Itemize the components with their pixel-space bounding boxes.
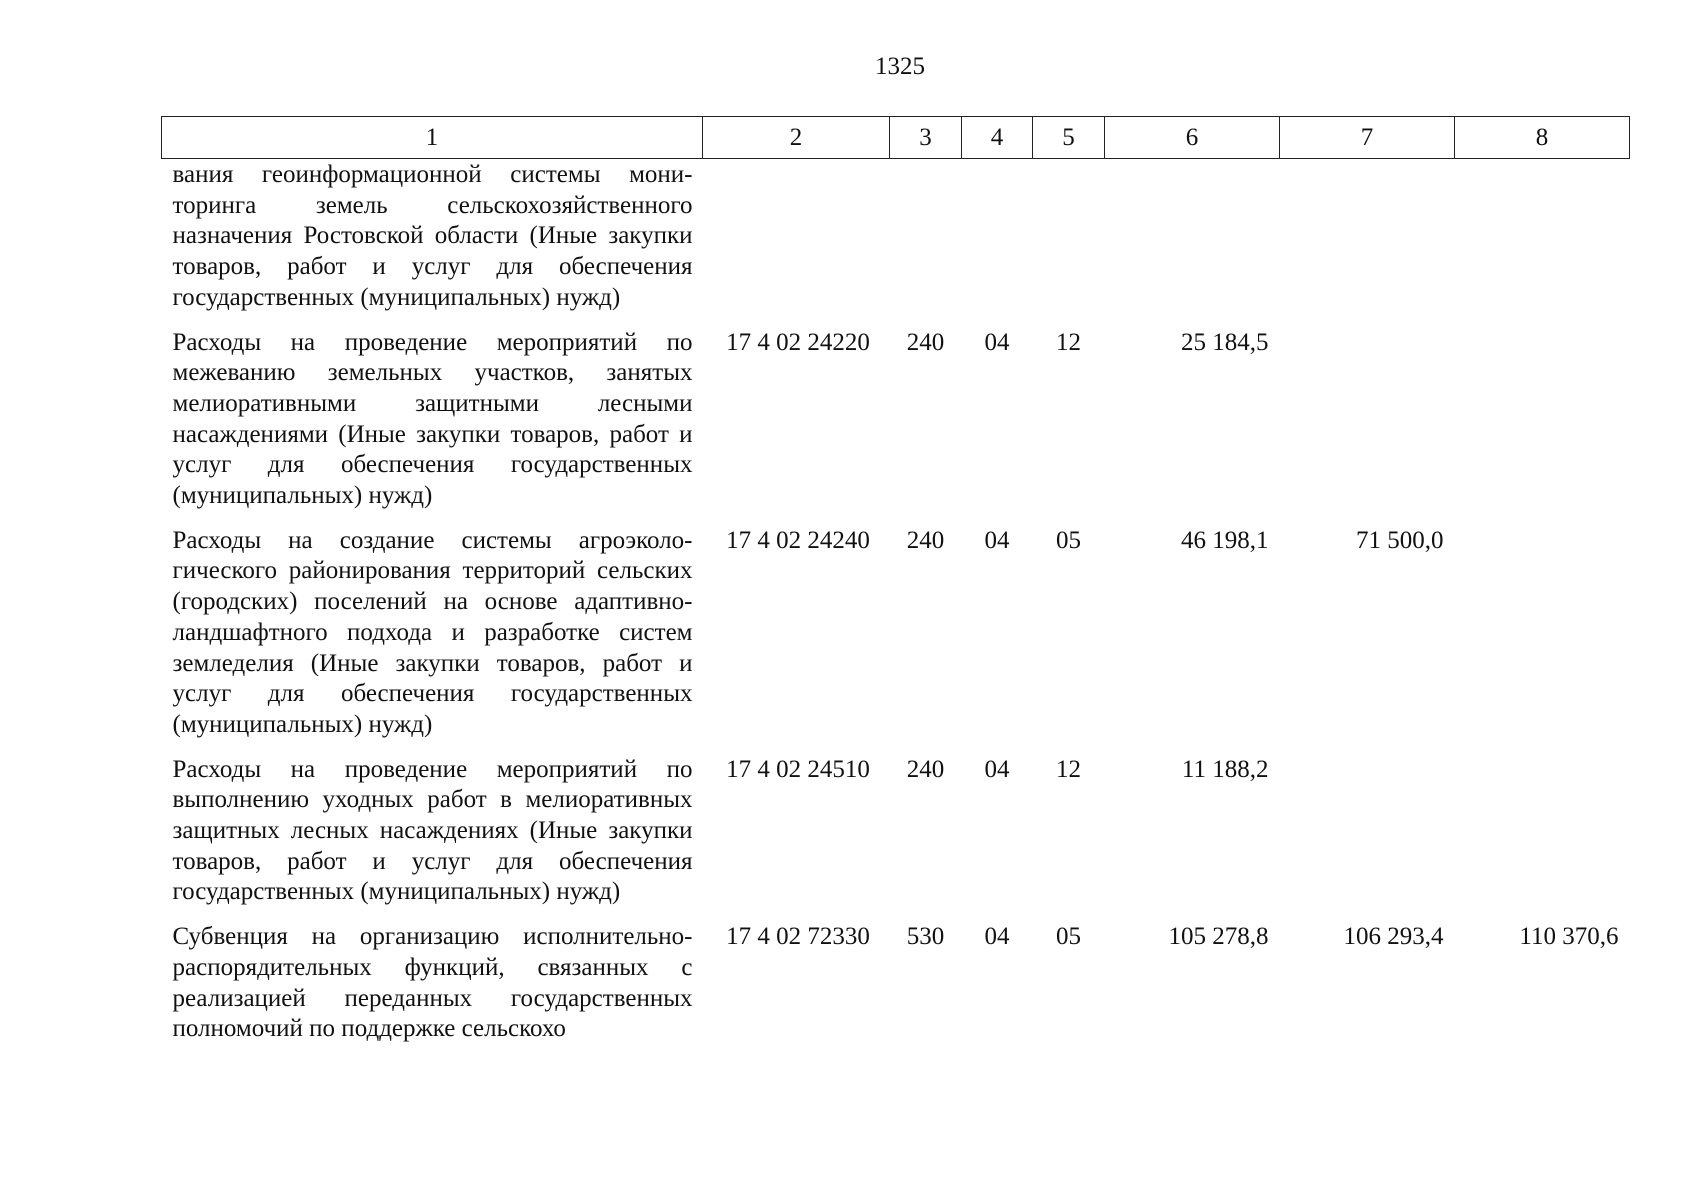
table-header: [162, 117, 1630, 159]
row-amount-col-7: 106 293,4: [1343, 923, 1444, 951]
budget-table: [161, 116, 1630, 1045]
row-amount-col-6: [1105, 159, 1280, 328]
header-col-5: 5: [1033, 117, 1105, 159]
row-description: Расходы на проведение мероприятий по межеванию земельных участков, занятых мелиоративными защитными лесными насаждениями (Иные закупки товаров, работ и услуг для обеспечения государственных (муниципальных) нужд): [172, 328, 693, 510]
row-target-code: 17 4 02 72330: [726, 923, 870, 951]
row-subsection: 12: [1056, 755, 1081, 783]
row-expense-type: [890, 159, 962, 328]
row-description: Расходы на проведение мероприятий по выполнению уходных работ в мелиоративных защитных лесных насаждениях (Иные закупки товаров, работ и услуг для обеспечения государственных (муниципальных) нужд): [172, 755, 693, 906]
row-target-code: [703, 159, 890, 328]
header-col-4: 4: [962, 117, 1033, 159]
row-amount-col-7: [1280, 159, 1455, 328]
table-row: [162, 755, 1630, 923]
row-section: 04: [984, 526, 1010, 554]
header-col-6: 6: [1105, 117, 1280, 159]
row-amount-col-7: 71 500,0: [1356, 526, 1444, 554]
row-description: Субвенция на организацию исполнительно-распорядительных функций, связанных с реализацией переданных государственных полномочий по поддержке сельскохо: [172, 923, 693, 1043]
row-section: [962, 159, 1033, 328]
row-section: 04: [984, 755, 1010, 783]
header-col-8: 8: [1455, 117, 1630, 159]
table-row: [162, 159, 1630, 328]
row-amount-col-8: 110 370,6: [1519, 923, 1619, 951]
row-expense-type: 240: [906, 526, 945, 554]
table-row: [162, 922, 1630, 1045]
page-number: 1325: [875, 53, 925, 80]
row-target-code: 17 4 02 24240: [726, 526, 870, 554]
table-row: [162, 526, 1630, 755]
row-subsection: 12: [1056, 328, 1081, 356]
row-amount-col-6: 11 188,2: [1181, 755, 1269, 783]
row-amount-col-6: 105 278,8: [1168, 923, 1269, 951]
row-amount-col-8: [1455, 755, 1630, 923]
row-description: Расходы на создание системы агроэкологического районирования территорий сельских (городских) поселений на основе адаптивно-ландшафтного подхода и разработке систем земледелия (Иные закупки товаров, работ и услуг для обеспечения государственных (муниципальных) нужд): [172, 526, 693, 738]
row-target-code: 17 4 02 24510: [726, 755, 870, 783]
row-target-code: 17 4 02 24220: [726, 328, 870, 356]
row-subsection: 05: [1056, 526, 1081, 554]
table-row: [162, 328, 1630, 526]
row-amount-col-7: [1280, 755, 1455, 923]
header-col-3: 3: [890, 117, 962, 159]
header-row: [162, 117, 1630, 159]
row-expense-type: 240: [906, 328, 945, 356]
row-description: вания геоинформационной системы мониторинга земель сельскохозяйственного назначения Ростовской области (Иные закупки товаров, работ и услуг для обеспечения государственных (муниципальных) нужд): [172, 161, 693, 311]
row-subsection: 05: [1056, 923, 1081, 951]
row-amount-col-8: [1455, 328, 1630, 526]
header-col-1: 1: [162, 117, 703, 159]
row-expense-type: 240: [906, 755, 945, 783]
row-expense-type: 530: [906, 923, 945, 951]
row-amount-col-6: 25 184,5: [1181, 328, 1269, 356]
row-amount-col-8: [1455, 159, 1630, 328]
row-subsection: [1033, 159, 1105, 328]
header-col-2: 2: [703, 117, 890, 159]
row-amount-col-6: 46 198,1: [1181, 526, 1269, 554]
row-amount-col-8: [1455, 526, 1630, 755]
header-col-7: 7: [1280, 117, 1455, 159]
table-body: [162, 159, 1630, 1045]
row-section: 04: [984, 923, 1010, 951]
row-section: 04: [984, 328, 1010, 356]
row-amount-col-7: [1280, 328, 1455, 526]
